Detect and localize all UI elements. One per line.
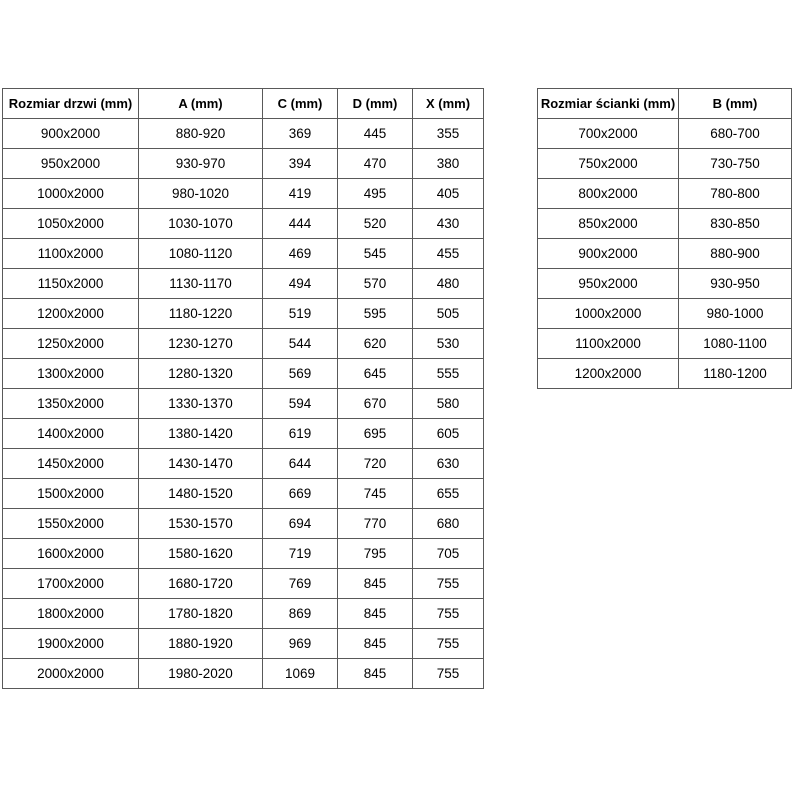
table-cell: 1069 <box>263 659 338 689</box>
table-cell: 845 <box>338 599 413 629</box>
table-cell: 1130-1170 <box>139 269 263 299</box>
table-cell: 1500x2000 <box>3 479 139 509</box>
table-cell: 1100x2000 <box>538 329 679 359</box>
table-cell: 800x2000 <box>538 179 679 209</box>
table-cell: 680-700 <box>679 119 792 149</box>
table-cell: 720 <box>338 449 413 479</box>
door-size-table <box>2 88 484 689</box>
table-row <box>3 659 484 689</box>
table-row <box>3 299 484 329</box>
table-row <box>3 359 484 389</box>
table-cell: 1250x2000 <box>3 329 139 359</box>
table-cell: 880-900 <box>679 239 792 269</box>
table-cell: 1700x2000 <box>3 569 139 599</box>
column-header: Rozmiar ścianki (mm) <box>538 89 679 119</box>
table-cell: 645 <box>338 359 413 389</box>
table-cell: 495 <box>338 179 413 209</box>
table-cell: 830-850 <box>679 209 792 239</box>
table-cell: 1550x2000 <box>3 509 139 539</box>
table-cell: 1480-1520 <box>139 479 263 509</box>
door-table-header <box>3 89 484 119</box>
table-cell: 1380-1420 <box>139 419 263 449</box>
table-cell: 1880-1920 <box>139 629 263 659</box>
table-cell: 530 <box>413 329 484 359</box>
table-cell: 980-1000 <box>679 299 792 329</box>
table-cell: 1300x2000 <box>3 359 139 389</box>
table-cell: 1000x2000 <box>3 179 139 209</box>
table-cell: 570 <box>338 269 413 299</box>
table-cell: 1230-1270 <box>139 329 263 359</box>
table-row <box>3 239 484 269</box>
table-cell: 545 <box>338 239 413 269</box>
table-row <box>3 419 484 449</box>
table-cell: 869 <box>263 599 338 629</box>
table-cell: 1000x2000 <box>538 299 679 329</box>
table-row <box>3 569 484 599</box>
table-cell: 1100x2000 <box>3 239 139 269</box>
table-cell: 1530-1570 <box>139 509 263 539</box>
table-cell: 494 <box>263 269 338 299</box>
column-header: A (mm) <box>139 89 263 119</box>
table-cell: 469 <box>263 239 338 269</box>
table-cell: 900x2000 <box>538 239 679 269</box>
table-cell: 419 <box>263 179 338 209</box>
table-cell: 520 <box>338 209 413 239</box>
table-cell: 1180-1200 <box>679 359 792 389</box>
table-cell: 719 <box>263 539 338 569</box>
table-row <box>3 599 484 629</box>
table-cell: 745 <box>338 479 413 509</box>
table-cell: 1430-1470 <box>139 449 263 479</box>
table-cell: 845 <box>338 569 413 599</box>
table-cell: 1450x2000 <box>3 449 139 479</box>
table-cell: 480 <box>413 269 484 299</box>
table-cell: 1980-2020 <box>139 659 263 689</box>
column-header: Rozmiar drzwi (mm) <box>3 89 139 119</box>
table-cell: 770 <box>338 509 413 539</box>
table-row <box>538 299 792 329</box>
table-cell: 1200x2000 <box>3 299 139 329</box>
table-cell: 1600x2000 <box>3 539 139 569</box>
table-cell: 950x2000 <box>3 149 139 179</box>
table-cell: 669 <box>263 479 338 509</box>
table-cell: 755 <box>413 569 484 599</box>
table-cell: 769 <box>263 569 338 599</box>
table-cell: 850x2000 <box>538 209 679 239</box>
table-cell: 605 <box>413 419 484 449</box>
table-cell: 845 <box>338 659 413 689</box>
table-row <box>538 329 792 359</box>
table-cell: 980-1020 <box>139 179 263 209</box>
table-row <box>3 329 484 359</box>
table-cell: 1330-1370 <box>139 389 263 419</box>
table-row <box>3 209 484 239</box>
table-cell: 1080-1120 <box>139 239 263 269</box>
table-row <box>3 149 484 179</box>
table-cell: 355 <box>413 119 484 149</box>
table-row <box>538 119 792 149</box>
column-header: X (mm) <box>413 89 484 119</box>
table-cell: 1030-1070 <box>139 209 263 239</box>
header-row <box>538 89 792 119</box>
table-cell: 755 <box>413 629 484 659</box>
table-cell: 930-970 <box>139 149 263 179</box>
table-cell: 1780-1820 <box>139 599 263 629</box>
table-cell: 380 <box>413 149 484 179</box>
table-cell: 595 <box>338 299 413 329</box>
column-header: B (mm) <box>679 89 792 119</box>
table-cell: 750x2000 <box>538 149 679 179</box>
table-row <box>538 149 792 179</box>
table-cell: 1280-1320 <box>139 359 263 389</box>
table-cell: 1680-1720 <box>139 569 263 599</box>
column-header: D (mm) <box>338 89 413 119</box>
wall-table-header <box>538 89 792 119</box>
door-table-body <box>3 119 484 689</box>
table-cell: 580 <box>413 389 484 419</box>
table-cell: 1800x2000 <box>3 599 139 629</box>
table-row <box>538 179 792 209</box>
table-cell: 969 <box>263 629 338 659</box>
table-cell: 644 <box>263 449 338 479</box>
table-cell: 1080-1100 <box>679 329 792 359</box>
table-cell: 670 <box>338 389 413 419</box>
table-cell: 630 <box>413 449 484 479</box>
table-cell: 405 <box>413 179 484 209</box>
table-cell: 519 <box>263 299 338 329</box>
table-row <box>3 539 484 569</box>
table-cell: 544 <box>263 329 338 359</box>
table-cell: 1580-1620 <box>139 539 263 569</box>
table-cell: 470 <box>338 149 413 179</box>
table-cell: 555 <box>413 359 484 389</box>
table-cell: 795 <box>338 539 413 569</box>
table-cell: 1400x2000 <box>3 419 139 449</box>
table-cell: 680 <box>413 509 484 539</box>
table-cell: 369 <box>263 119 338 149</box>
table-cell: 455 <box>413 239 484 269</box>
wall-size-table <box>537 88 792 389</box>
table-cell: 1150x2000 <box>3 269 139 299</box>
table-cell: 950x2000 <box>538 269 679 299</box>
table-row <box>3 629 484 659</box>
table-row <box>3 119 484 149</box>
table-cell: 655 <box>413 479 484 509</box>
table-cell: 2000x2000 <box>3 659 139 689</box>
table-cell: 1180-1220 <box>139 299 263 329</box>
table-cell: 619 <box>263 419 338 449</box>
table-row <box>3 269 484 299</box>
table-cell: 730-750 <box>679 149 792 179</box>
table-row <box>538 209 792 239</box>
table-row <box>3 479 484 509</box>
table-row <box>538 239 792 269</box>
table-cell: 1200x2000 <box>538 359 679 389</box>
table-row <box>3 509 484 539</box>
table-cell: 780-800 <box>679 179 792 209</box>
table-row <box>3 449 484 479</box>
table-cell: 1900x2000 <box>3 629 139 659</box>
table-cell: 845 <box>338 629 413 659</box>
table-cell: 569 <box>263 359 338 389</box>
table-cell: 880-920 <box>139 119 263 149</box>
table-cell: 695 <box>338 419 413 449</box>
table-cell: 620 <box>338 329 413 359</box>
table-cell: 900x2000 <box>3 119 139 149</box>
table-row <box>538 359 792 389</box>
table-cell: 930-950 <box>679 269 792 299</box>
table-row <box>3 389 484 419</box>
column-header: C (mm) <box>263 89 338 119</box>
table-cell: 705 <box>413 539 484 569</box>
table-cell: 1350x2000 <box>3 389 139 419</box>
table-cell: 430 <box>413 209 484 239</box>
table-cell: 1050x2000 <box>3 209 139 239</box>
table-row <box>3 179 484 209</box>
wall-table-body <box>538 119 792 389</box>
table-cell: 755 <box>413 659 484 689</box>
header-row <box>3 89 484 119</box>
table-cell: 594 <box>263 389 338 419</box>
table-row <box>538 269 792 299</box>
table-cell: 755 <box>413 599 484 629</box>
table-cell: 394 <box>263 149 338 179</box>
table-cell: 505 <box>413 299 484 329</box>
table-cell: 444 <box>263 209 338 239</box>
table-cell: 700x2000 <box>538 119 679 149</box>
table-cell: 445 <box>338 119 413 149</box>
table-cell: 694 <box>263 509 338 539</box>
